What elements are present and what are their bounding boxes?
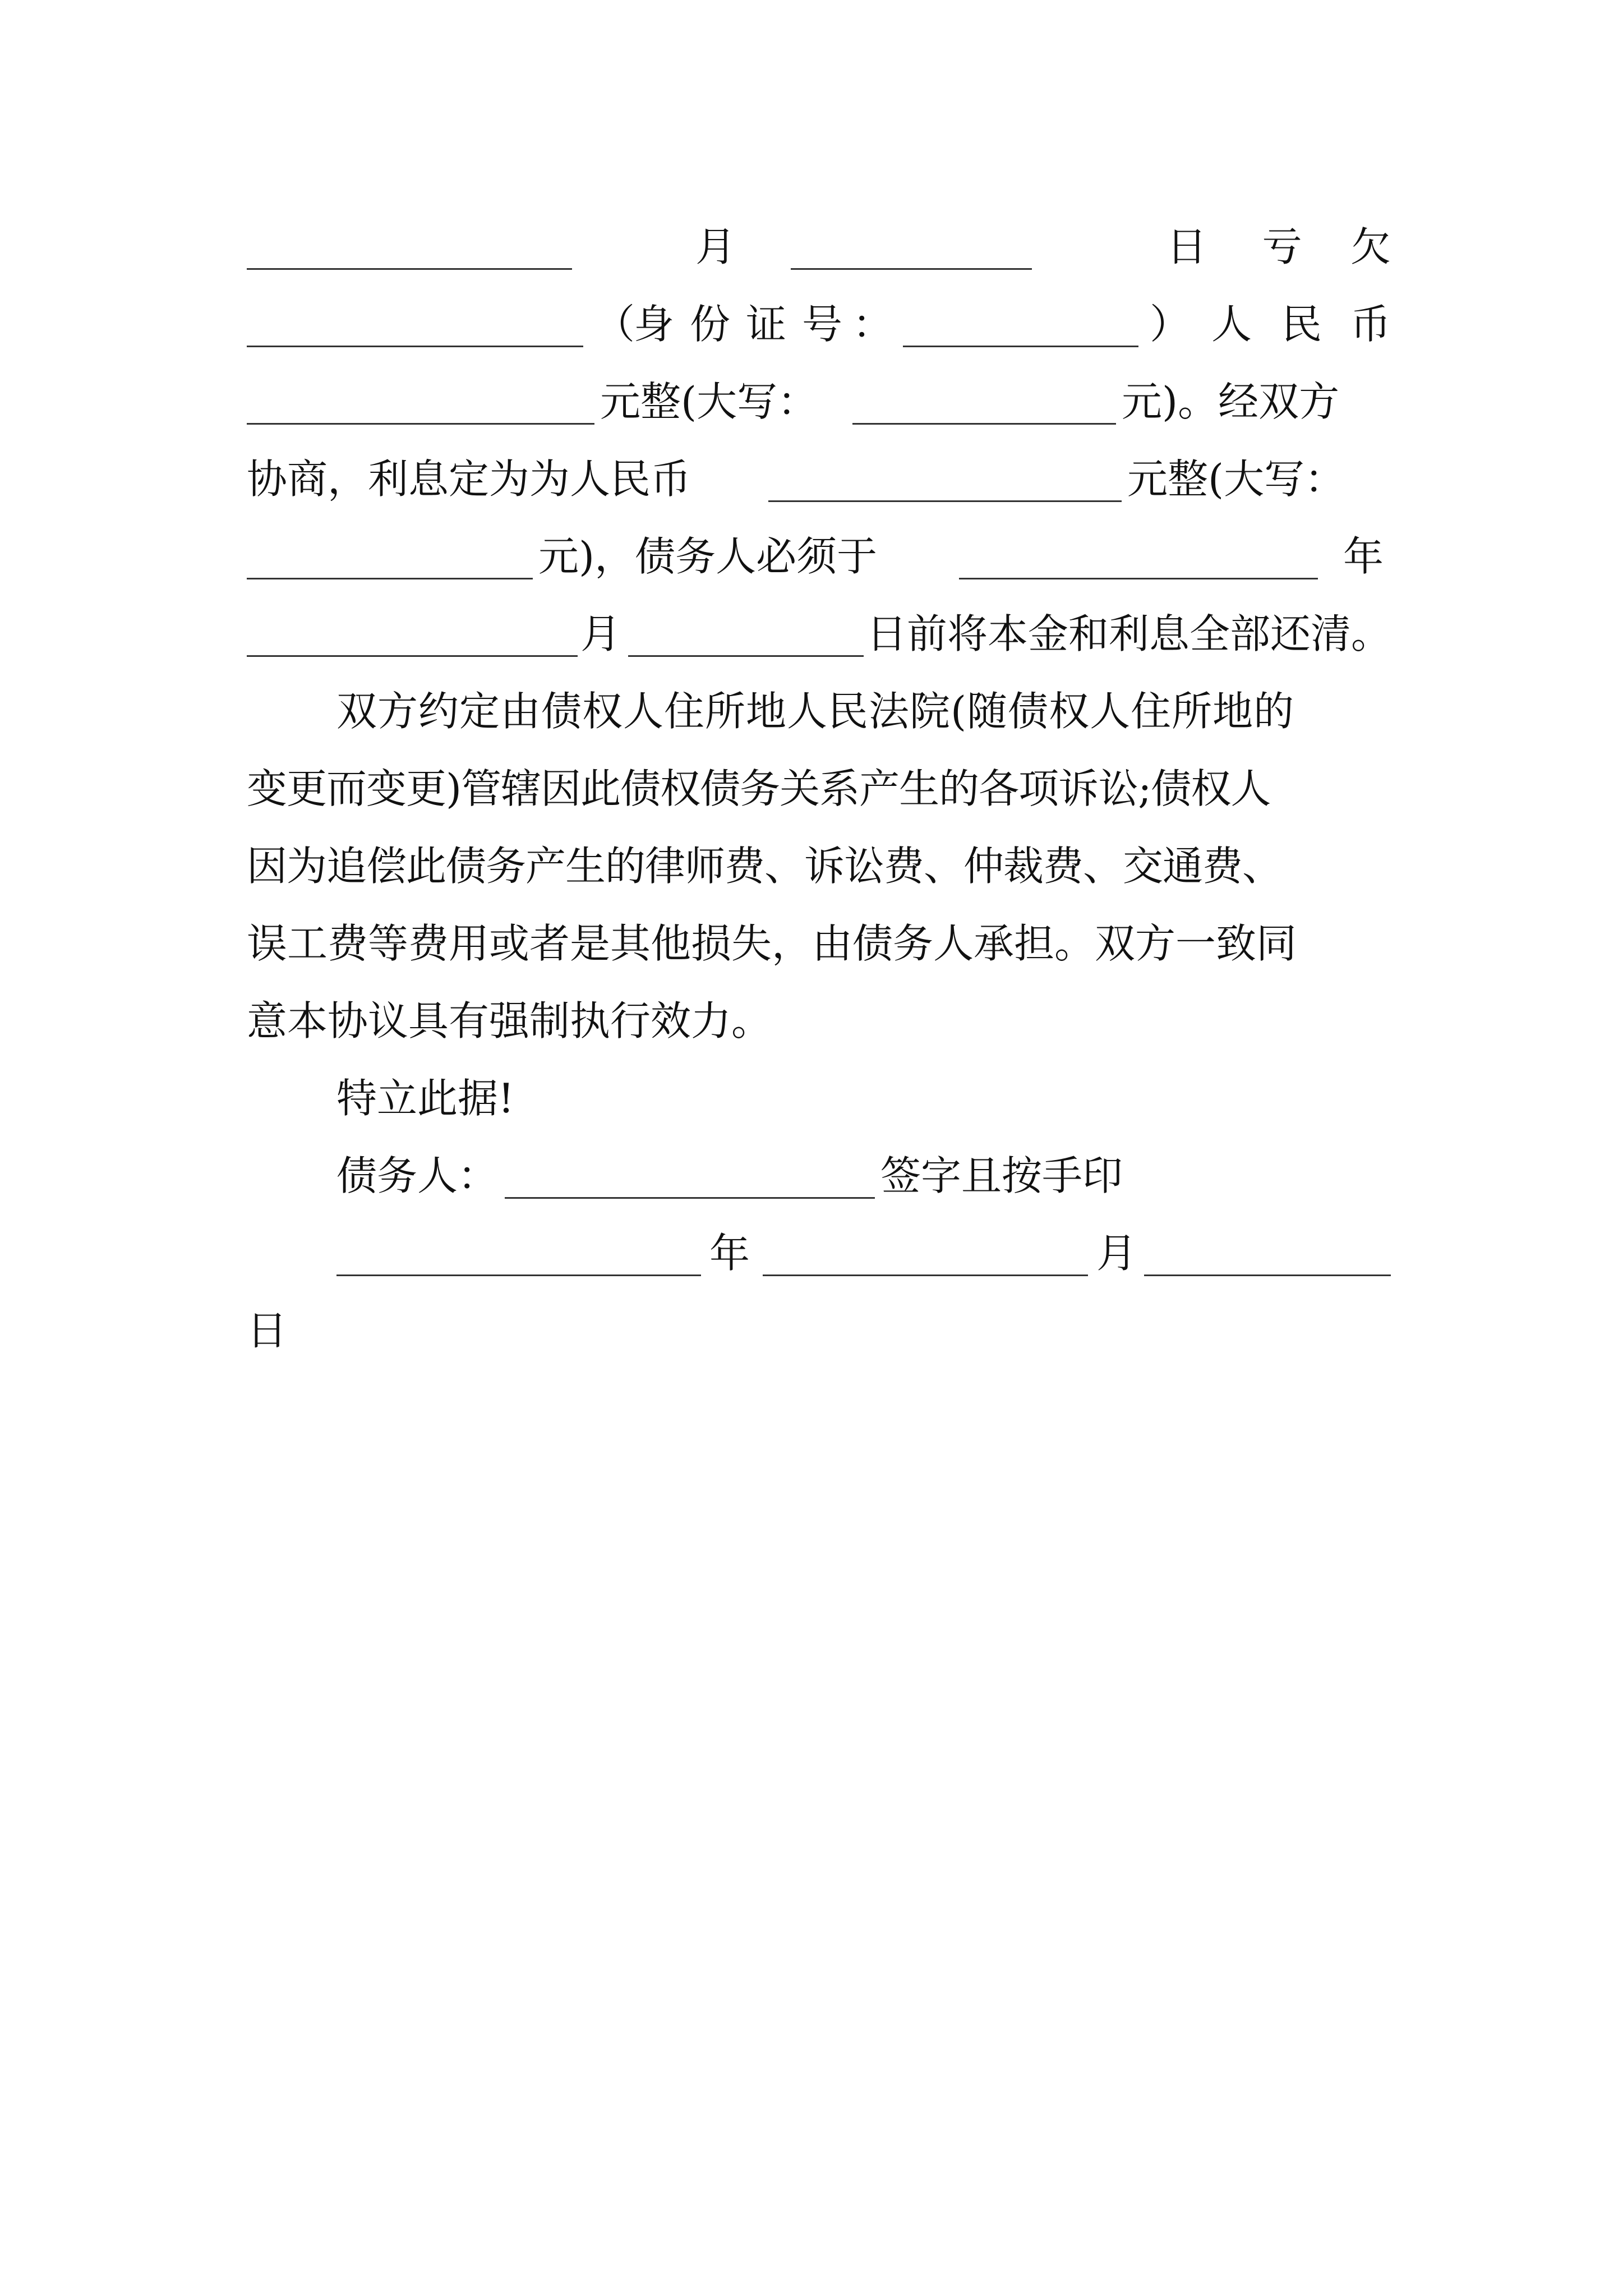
date-day-label: 日 [247, 1307, 288, 1354]
date-day-blank [1144, 1274, 1391, 1276]
text-paren-close: ） [1150, 301, 1191, 348]
text-qian: 欠 [1350, 223, 1391, 270]
para2-text: 因为追偿此债务产生的律师费、诉讼费、仲裁费、交通费、 [247, 843, 1283, 890]
doc-line-3 [247, 362, 1391, 441]
doc-line-4 [247, 440, 1391, 518]
id-number-blank [903, 346, 1138, 347]
para2-line-3 [247, 827, 1391, 905]
text-char: 号 [802, 301, 843, 348]
text-year: 年 [1343, 533, 1384, 580]
interest-capital-blank [247, 578, 533, 579]
para2-line-5 [247, 982, 1391, 1060]
debtor-label: 债务人： [336, 1152, 499, 1199]
para2-text: 变更而变更)管辖因此债权债务关系产生的各项诉讼;债权人 [247, 765, 1271, 812]
doc-line-5 [247, 517, 1391, 596]
para2-text: 误工费等费用或者是其他损失，由债务人承担。双方一致同 [247, 920, 1297, 967]
blank-line [247, 268, 572, 270]
text-char: 份 [690, 301, 731, 348]
para2-line-1 [336, 672, 1391, 751]
text-char: 证 [746, 301, 787, 348]
date-year-blank [336, 1274, 701, 1276]
text-char: 币 [1350, 301, 1391, 348]
repay-month-blank [247, 655, 578, 657]
date-day-line [247, 1291, 1391, 1370]
text-repay-all: 日前将本金和利息全部还清。 [866, 610, 1392, 657]
closing-line [336, 1059, 1391, 1138]
para2-text: 意本协议具有强制执行效力。 [247, 997, 772, 1045]
date-month-label: 月 [1096, 1230, 1137, 1277]
repay-year-blank [959, 578, 1318, 579]
text-month-2: 月 [580, 610, 621, 657]
para2-line-4 [247, 904, 1391, 983]
repay-day-blank [628, 655, 864, 657]
signature-note: 签字且按手印 [880, 1152, 1123, 1199]
text-interest: 协商，利息定为为人民币 [247, 455, 691, 503]
para2-line-2 [247, 749, 1391, 828]
text-yuan-agreed: 元)。经双方 [1122, 378, 1340, 425]
text-day: 日 [1166, 223, 1207, 270]
doc-line-2 [247, 285, 1391, 364]
blank-line [791, 268, 1032, 270]
text-must-repay: 元)，债务人必须于 [538, 533, 878, 580]
date-month-blank [763, 1274, 1088, 1276]
para2-text: 双方约定由债权人住所地人民法院(随债权人住所地的 [336, 688, 1295, 735]
text-month: 月 [695, 223, 736, 270]
date-line [336, 1214, 1391, 1292]
text-colon: ： [852, 301, 893, 348]
interest-blank [768, 500, 1122, 502]
debtor-line [336, 1137, 1391, 1215]
text-yuan-zheng: 元整(大写： [600, 378, 818, 425]
date-year-label: 年 [709, 1230, 750, 1277]
text-char: 身 [634, 301, 675, 348]
closing-text: 特立此据! [336, 1075, 514, 1122]
amount-blank [247, 423, 594, 425]
debtor-name-blank [505, 1197, 875, 1199]
text-char: 民 [1281, 301, 1322, 348]
text-yuan-zheng-2: 元整(大写： [1127, 455, 1345, 503]
text-char: 人 [1211, 301, 1252, 348]
text-kui: 亏 [1262, 223, 1303, 270]
amount-capital-blank [852, 423, 1116, 425]
doc-line-1 [247, 208, 1391, 286]
blank-line [247, 346, 583, 347]
doc-line-6 [247, 595, 1391, 673]
text-paren-open: （ [594, 301, 635, 348]
